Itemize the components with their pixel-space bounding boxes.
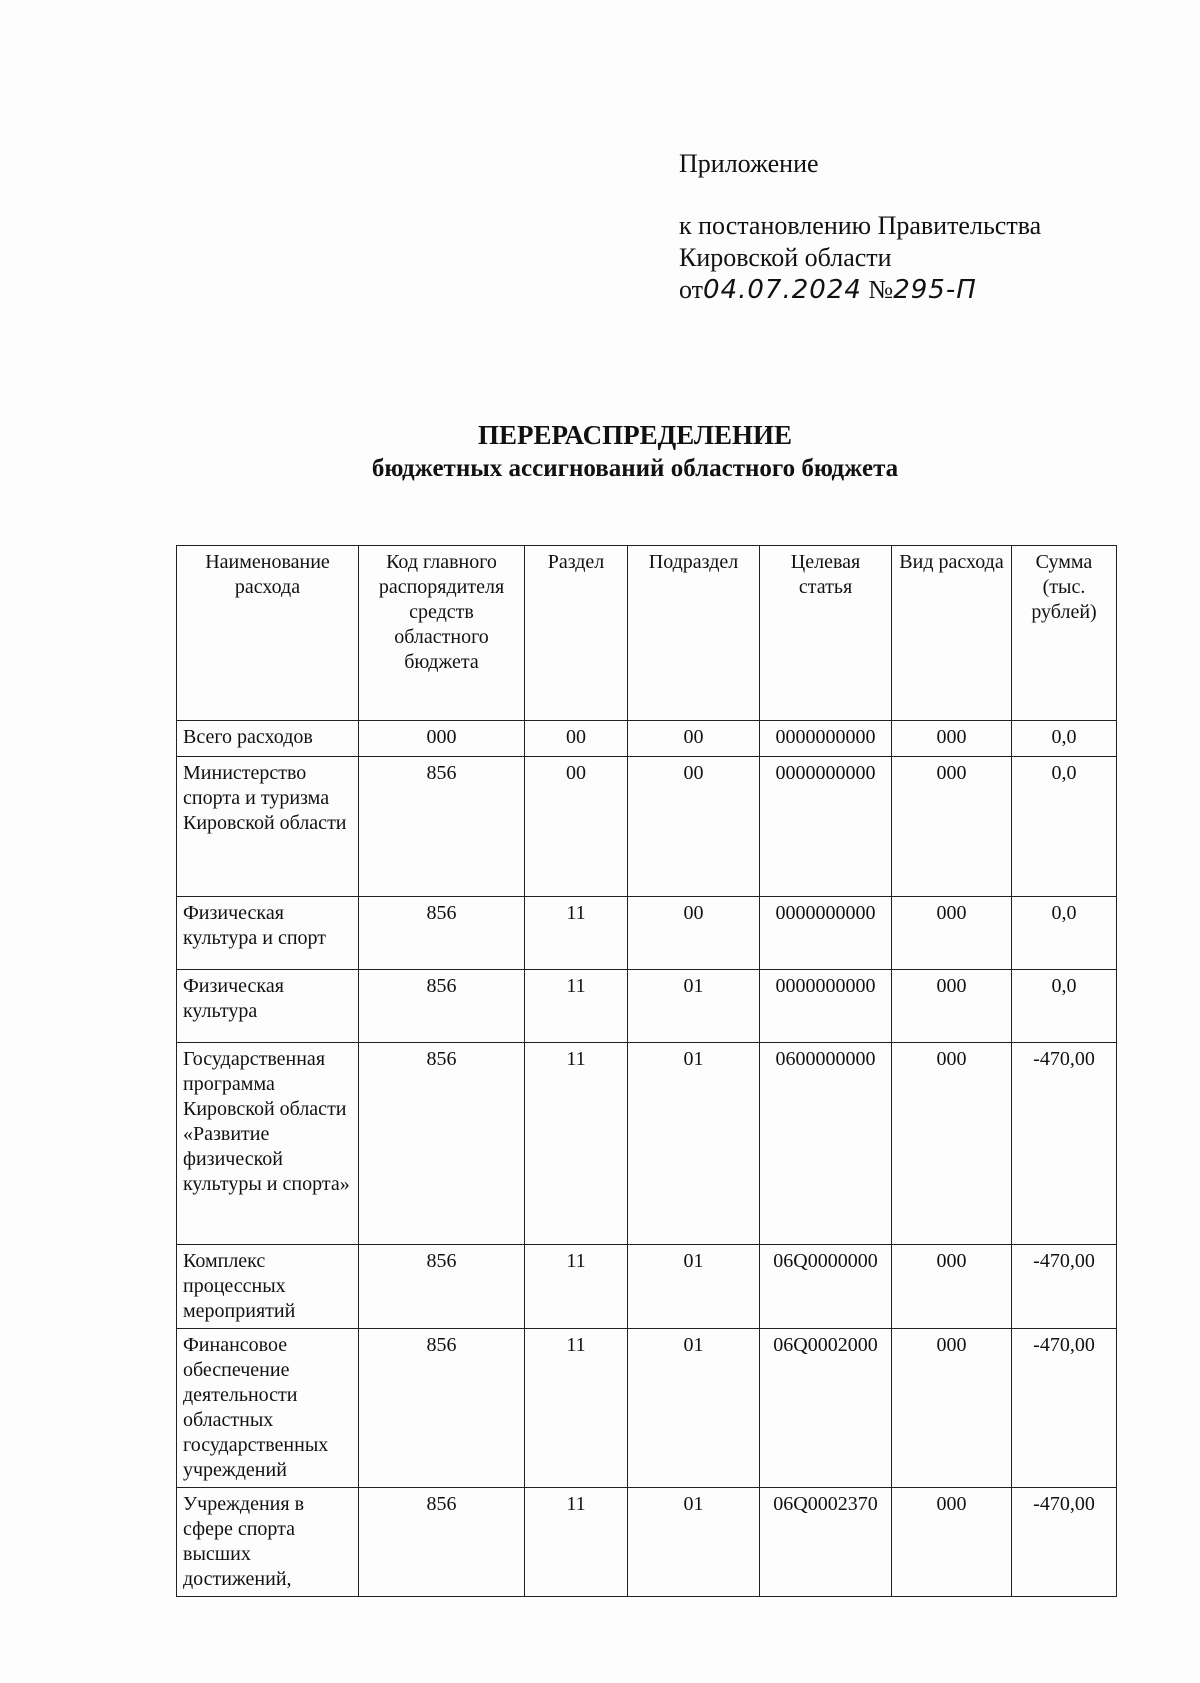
table-header-row xyxy=(177,546,1117,721)
target-article: 0000000000 xyxy=(760,897,892,970)
section-code: 11 xyxy=(525,1245,628,1329)
column-header: Сумма (тыс. рублей) xyxy=(1012,546,1117,721)
appendix-label: Приложение xyxy=(679,149,819,178)
section-code: 11 xyxy=(525,1488,628,1597)
decree-line-1: к постановлению Правительства xyxy=(679,211,1042,240)
section-code: 11 xyxy=(525,1329,628,1488)
target-article: 06Q0002000 xyxy=(760,1329,892,1488)
subsection-code: 01 xyxy=(628,970,760,1043)
target-article: 06Q0002370 xyxy=(760,1488,892,1597)
amount: -470,00 xyxy=(1012,1245,1117,1329)
column-header: Раздел xyxy=(525,546,628,721)
column-header: Наименование расхода xyxy=(177,546,359,721)
target-article: 0000000000 xyxy=(760,721,892,757)
table-row xyxy=(177,721,1117,757)
expense-name: Министерство спорта и туризма Кировской области xyxy=(177,757,359,897)
amount: 0,0 xyxy=(1012,897,1117,970)
amount: -470,00 xyxy=(1012,1329,1117,1488)
subsection-code: 01 xyxy=(628,1488,760,1597)
subsection-code: 01 xyxy=(628,1043,760,1245)
table-row xyxy=(177,1488,1117,1597)
expense-type: 000 xyxy=(892,721,1012,757)
table-row xyxy=(177,970,1117,1043)
title-line-1: ПЕРЕРАСПРЕДЕЛЕНИЕ xyxy=(477,420,793,450)
amount: 0,0 xyxy=(1012,721,1117,757)
table-row xyxy=(177,757,1117,897)
section-code: 00 xyxy=(525,757,628,897)
column-header: Вид расхода xyxy=(892,546,1012,721)
subsection-code: 00 xyxy=(628,721,760,757)
title-line-2: бюджетных ассигнований областного бюджета xyxy=(371,455,899,482)
amount: -470,00 xyxy=(1012,1043,1117,1245)
target-article: 0600000000 xyxy=(760,1043,892,1245)
date-prefix: от xyxy=(679,275,704,304)
expense-type: 000 xyxy=(892,757,1012,897)
expense-name: Физическая культура и спорт xyxy=(177,897,359,970)
decree-date-number xyxy=(679,274,1041,306)
subsection-code: 00 xyxy=(628,757,760,897)
subsection-code: 00 xyxy=(628,897,760,970)
handwritten-number: 295-П xyxy=(893,275,977,305)
column-header: Целевая статья xyxy=(760,546,892,721)
section-code: 11 xyxy=(525,1043,628,1245)
subsection-code: 01 xyxy=(628,1245,760,1329)
section-code: 00 xyxy=(525,721,628,757)
expense-type: 000 xyxy=(892,1043,1012,1245)
section-code: 11 xyxy=(525,897,628,970)
handwritten-date: 04.07.2024 xyxy=(703,275,862,305)
expense-type: 000 xyxy=(892,1488,1012,1597)
expense-name: Комплекс процессных мероприятий xyxy=(177,1245,359,1329)
number-prefix: № xyxy=(868,275,894,304)
subsection-code: 01 xyxy=(628,1329,760,1488)
administrator-code: 856 xyxy=(359,1329,525,1488)
expense-name: Всего расходов xyxy=(177,721,359,757)
target-article: 0000000000 xyxy=(760,757,892,897)
administrator-code: 856 xyxy=(359,970,525,1043)
administrator-code: 856 xyxy=(359,1488,525,1597)
column-header: Подраздел xyxy=(628,546,760,721)
administrator-code: 856 xyxy=(359,757,525,897)
appendix-block xyxy=(679,148,1041,306)
expense-name: Физическая культура xyxy=(177,970,359,1043)
section-code: 11 xyxy=(525,970,628,1043)
amount: -470,00 xyxy=(1012,1488,1117,1597)
target-article: 06Q0000000 xyxy=(760,1245,892,1329)
expense-type: 000 xyxy=(892,1329,1012,1488)
administrator-code: 000 xyxy=(359,721,525,757)
budget-table xyxy=(176,545,1117,1597)
amount: 0,0 xyxy=(1012,757,1117,897)
expense-type: 000 xyxy=(892,897,1012,970)
administrator-code: 856 xyxy=(359,1043,525,1245)
expense-name: Финансовое обеспечение деятельности областных государственных учреждений xyxy=(177,1329,359,1488)
administrator-code: 856 xyxy=(359,897,525,970)
table-row xyxy=(177,1043,1117,1245)
decree-line-2: Кировской области xyxy=(679,243,892,272)
document-title xyxy=(170,418,1100,486)
table-row xyxy=(177,897,1117,970)
expense-type: 000 xyxy=(892,1245,1012,1329)
expense-name: Учреждения в сфере спорта высших достижений, xyxy=(177,1488,359,1597)
expense-name: Государственная программа Кировской области «Развитие физической культуры и спорта» xyxy=(177,1043,359,1245)
table-row xyxy=(177,1245,1117,1329)
target-article: 0000000000 xyxy=(760,970,892,1043)
table-row xyxy=(177,1329,1117,1488)
administrator-code: 856 xyxy=(359,1245,525,1329)
amount: 0,0 xyxy=(1012,970,1117,1043)
column-header: Код главного распорядителя средств областного бюджета xyxy=(359,546,525,721)
expense-type: 000 xyxy=(892,970,1012,1043)
